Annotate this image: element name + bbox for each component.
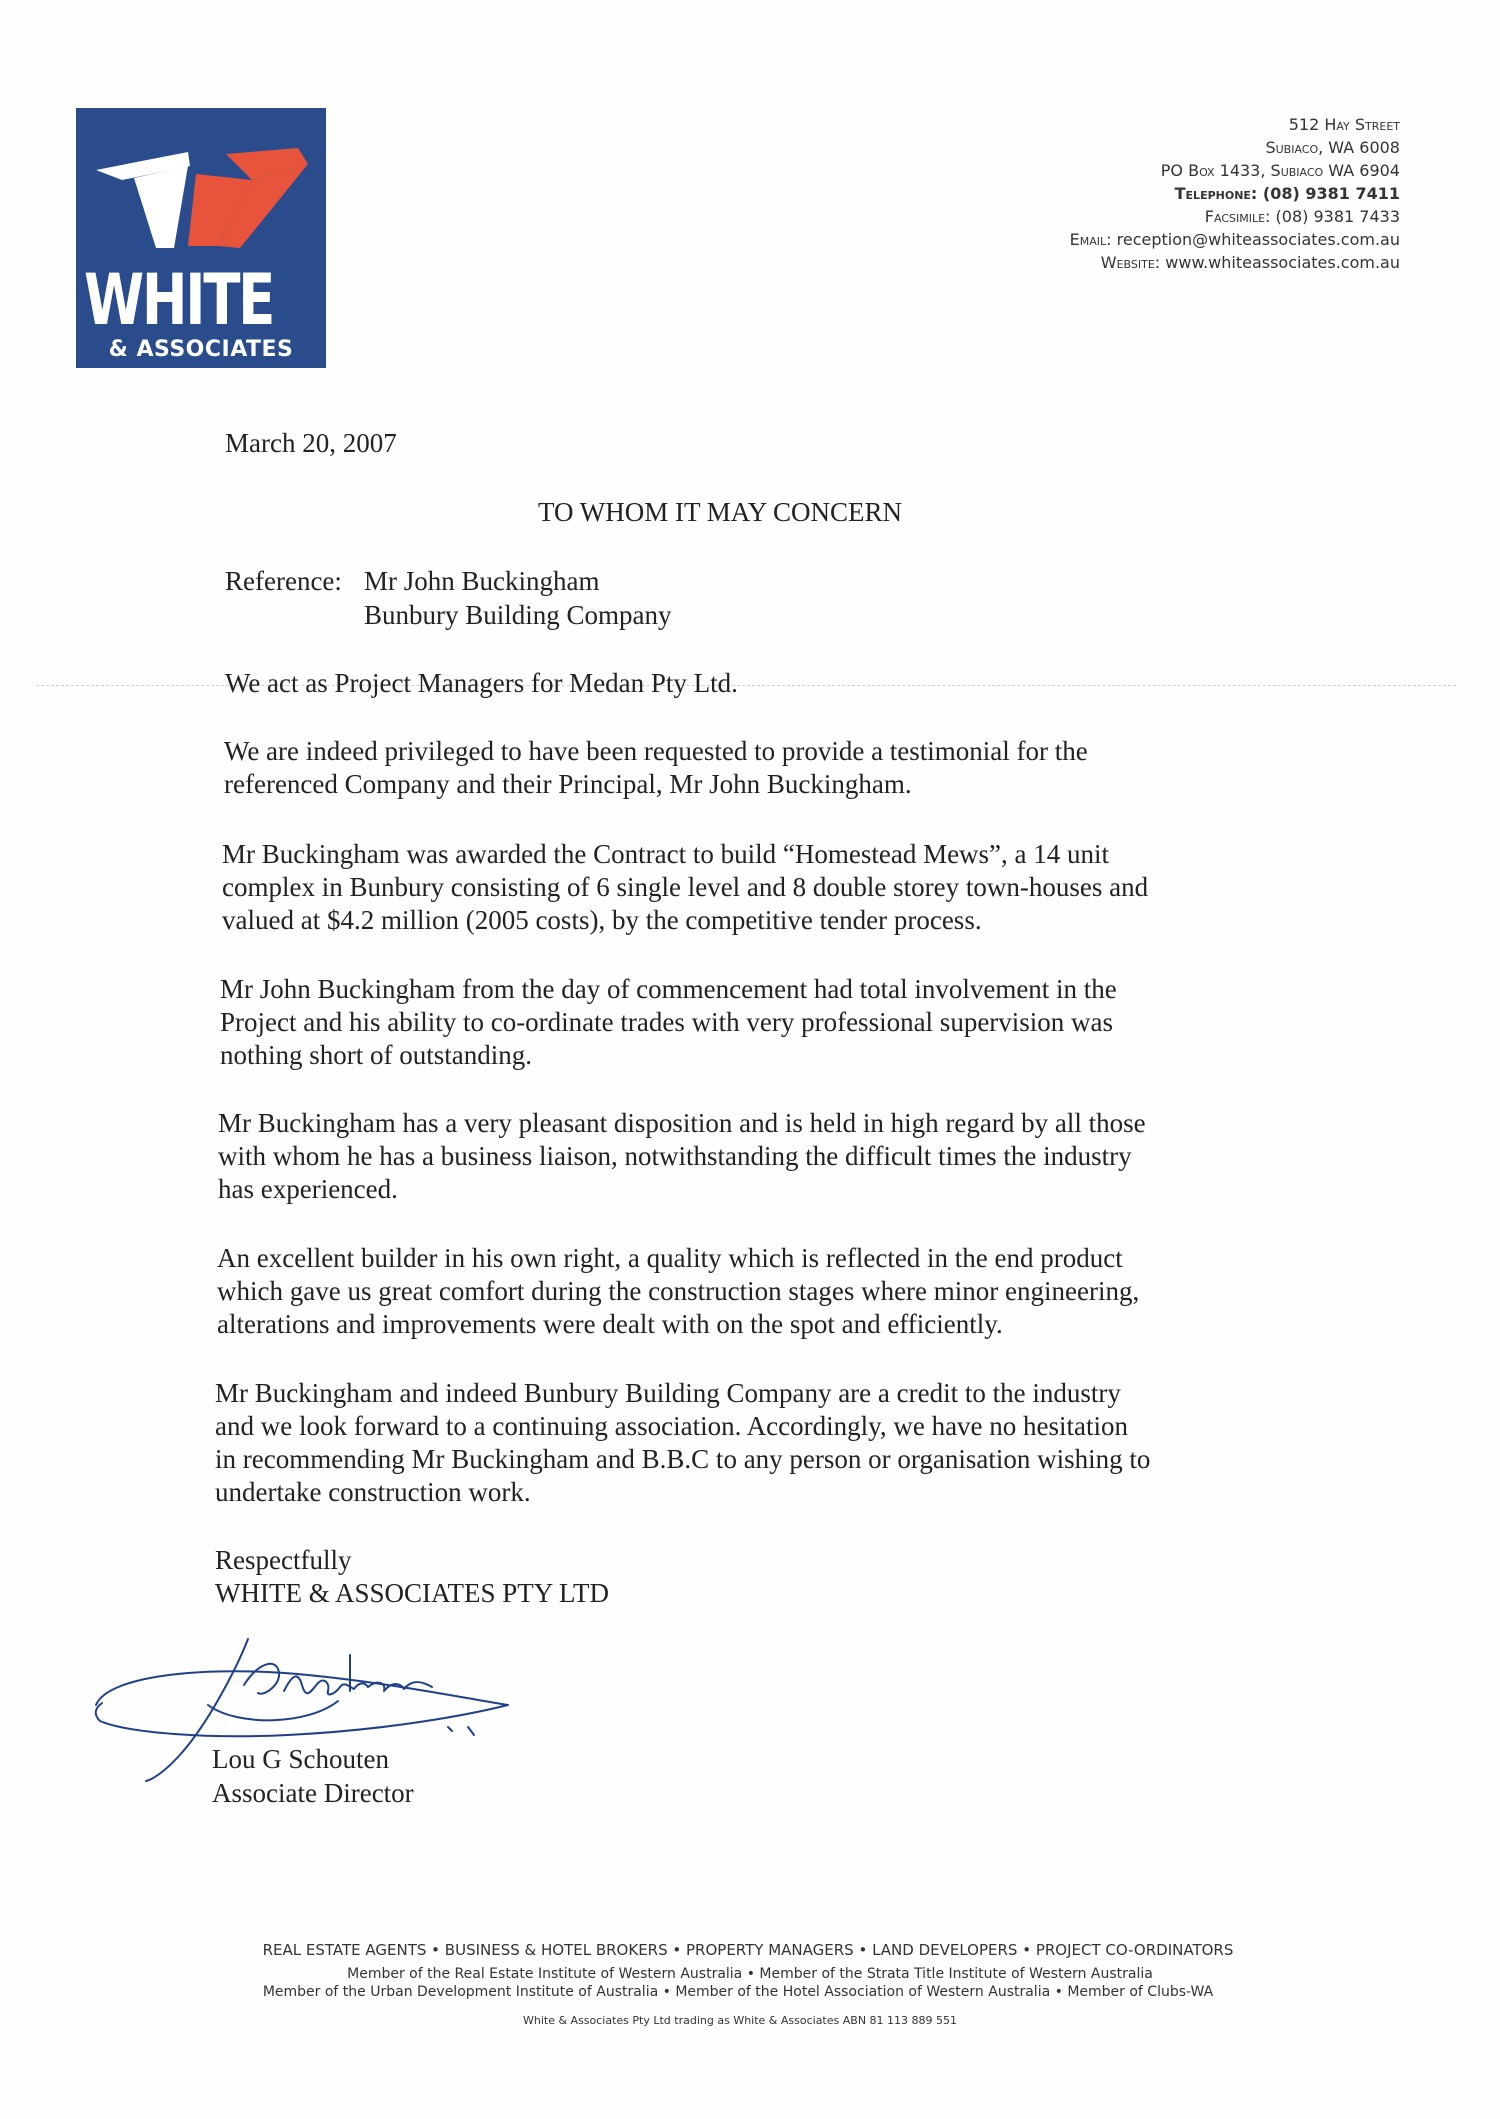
paragraph-line: We are indeed privileged to have been requested to provide a testimonial for the xyxy=(224,736,1088,766)
footer-services: REAL ESTATE AGENTS • BUSINESS & HOTEL BROKERS • PROPERTY MANAGERS • LAND DEVELOPERS • PROJECT CO-ORDINATORS xyxy=(262,1941,1234,1959)
paragraph xyxy=(217,1242,1267,1341)
address-telephone xyxy=(1070,182,1400,205)
signatory-name: Lou G Schouten xyxy=(212,1744,389,1774)
paragraph-line: referenced Company and their Principal, Mr John Buckingham. xyxy=(224,769,912,799)
email-link[interactable]: reception@whiteassociates.com.au xyxy=(1116,230,1400,249)
closing: Respectfully xyxy=(215,1545,352,1575)
paragraph-line: complex in Bunbury consisting of 6 single level and 8 double storey town-houses and xyxy=(222,872,1149,902)
handwritten-signature xyxy=(88,1635,528,1785)
paragraph xyxy=(225,667,1275,700)
address-po-box: PO Box 1433, Subiaco WA 6904 xyxy=(1160,161,1400,180)
paragraph-line: Mr John Buckingham from the day of commencement had total involvement in the xyxy=(220,974,1117,1004)
paragraph xyxy=(222,838,1272,937)
paragraph-line: undertake construction work. xyxy=(215,1477,531,1507)
closing-company: WHITE & ASSOCIATES PTY LTD xyxy=(215,1578,610,1608)
telephone-label: Telephone: xyxy=(1174,184,1258,203)
letter-date: March 20, 2007 xyxy=(225,428,397,458)
footer-membership-2: Member of the Urban Development Institute of Australia • Member of the Hotel Association of Western Australia • Member of Clubs-WA xyxy=(262,1984,1214,2000)
paragraph-line: and we look forward to a continuing association. Accordingly, we have no hesitation xyxy=(215,1411,1129,1441)
email-label: Email: xyxy=(1069,230,1112,249)
address-facsimile xyxy=(1070,205,1400,228)
address-suburb: Subiaco, WA 6008 xyxy=(1265,138,1400,157)
footer-trading: White & Associates Pty Ltd trading as White & Associates ABN 81 113 889 551 xyxy=(522,2014,958,2027)
paragraph-line: Mr Buckingham has a very pleasant disposition and is held in high regard by all those xyxy=(218,1108,1146,1138)
paragraph-line: Mr Buckingham was awarded the Contract to build “Homestead Mews”, a 14 unit xyxy=(222,839,1110,869)
paragraph-line: in recommending Mr Buckingham and B.B.C to any person or organisation wishing to xyxy=(215,1444,1151,1474)
reference-label: Reference: xyxy=(225,566,342,596)
address-website xyxy=(1070,251,1400,274)
paragraph xyxy=(220,973,1270,1072)
paragraph-line: We act as Project Managers for Medan Pty Ltd. xyxy=(225,668,738,698)
paragraph xyxy=(224,735,1274,801)
paragraph-line: Project and his ability to co-ordinate trades with very professional supervision was xyxy=(220,1007,1114,1037)
paragraph-line: nothing short of outstanding. xyxy=(220,1040,532,1070)
telephone-number: (08) 9381 7411 xyxy=(1262,184,1400,203)
address-street: 512 Hay Street xyxy=(1288,115,1400,134)
letterhead-address xyxy=(1070,113,1400,274)
footer-membership-1: Member of the Real Estate Institute of Western Australia • Member of the Strata Title Institute of Western Australia xyxy=(347,1966,1153,1982)
paragraph-line: alterations and improvements were dealt with on the spot and efficiently. xyxy=(217,1309,1003,1339)
paragraph xyxy=(215,1377,1265,1509)
paragraph-line: which gave us great comfort during the construction stages where minor engineering, xyxy=(217,1276,1140,1306)
address-email xyxy=(1070,228,1400,251)
logo-subtitle: & ASSOCIATES xyxy=(108,337,294,362)
company-logo xyxy=(76,108,326,368)
website-label: Website: xyxy=(1100,253,1161,272)
paragraph-line: Mr Buckingham and indeed Bunbury Building Company are a credit to the industry xyxy=(215,1378,1121,1408)
letter-heading: TO WHOM IT MAY CONCERN xyxy=(538,497,903,527)
reference-company: Bunbury Building Company xyxy=(364,600,672,630)
reference-name: Mr John Buckingham xyxy=(364,566,600,596)
facsimile-label: Facsimile: xyxy=(1204,207,1271,226)
website-link[interactable]: www.whiteassociates.com.au xyxy=(1165,253,1400,272)
paragraph-line: valued at $4.2 million (2005 costs), by the competitive tender process. xyxy=(222,905,982,935)
signatory-title: Associate Director xyxy=(212,1778,414,1808)
paragraph-line: has experienced. xyxy=(218,1174,398,1204)
paragraph xyxy=(218,1107,1268,1206)
paragraph-line: with whom he has a business liaison, notwithstanding the difficult times the industry xyxy=(218,1141,1132,1171)
paragraph-line: An excellent builder in his own right, a quality which is reflected in the end product xyxy=(217,1243,1123,1273)
logo-wordmark: WHITE xyxy=(84,259,274,341)
facsimile-number: (08) 9381 7433 xyxy=(1275,207,1400,226)
